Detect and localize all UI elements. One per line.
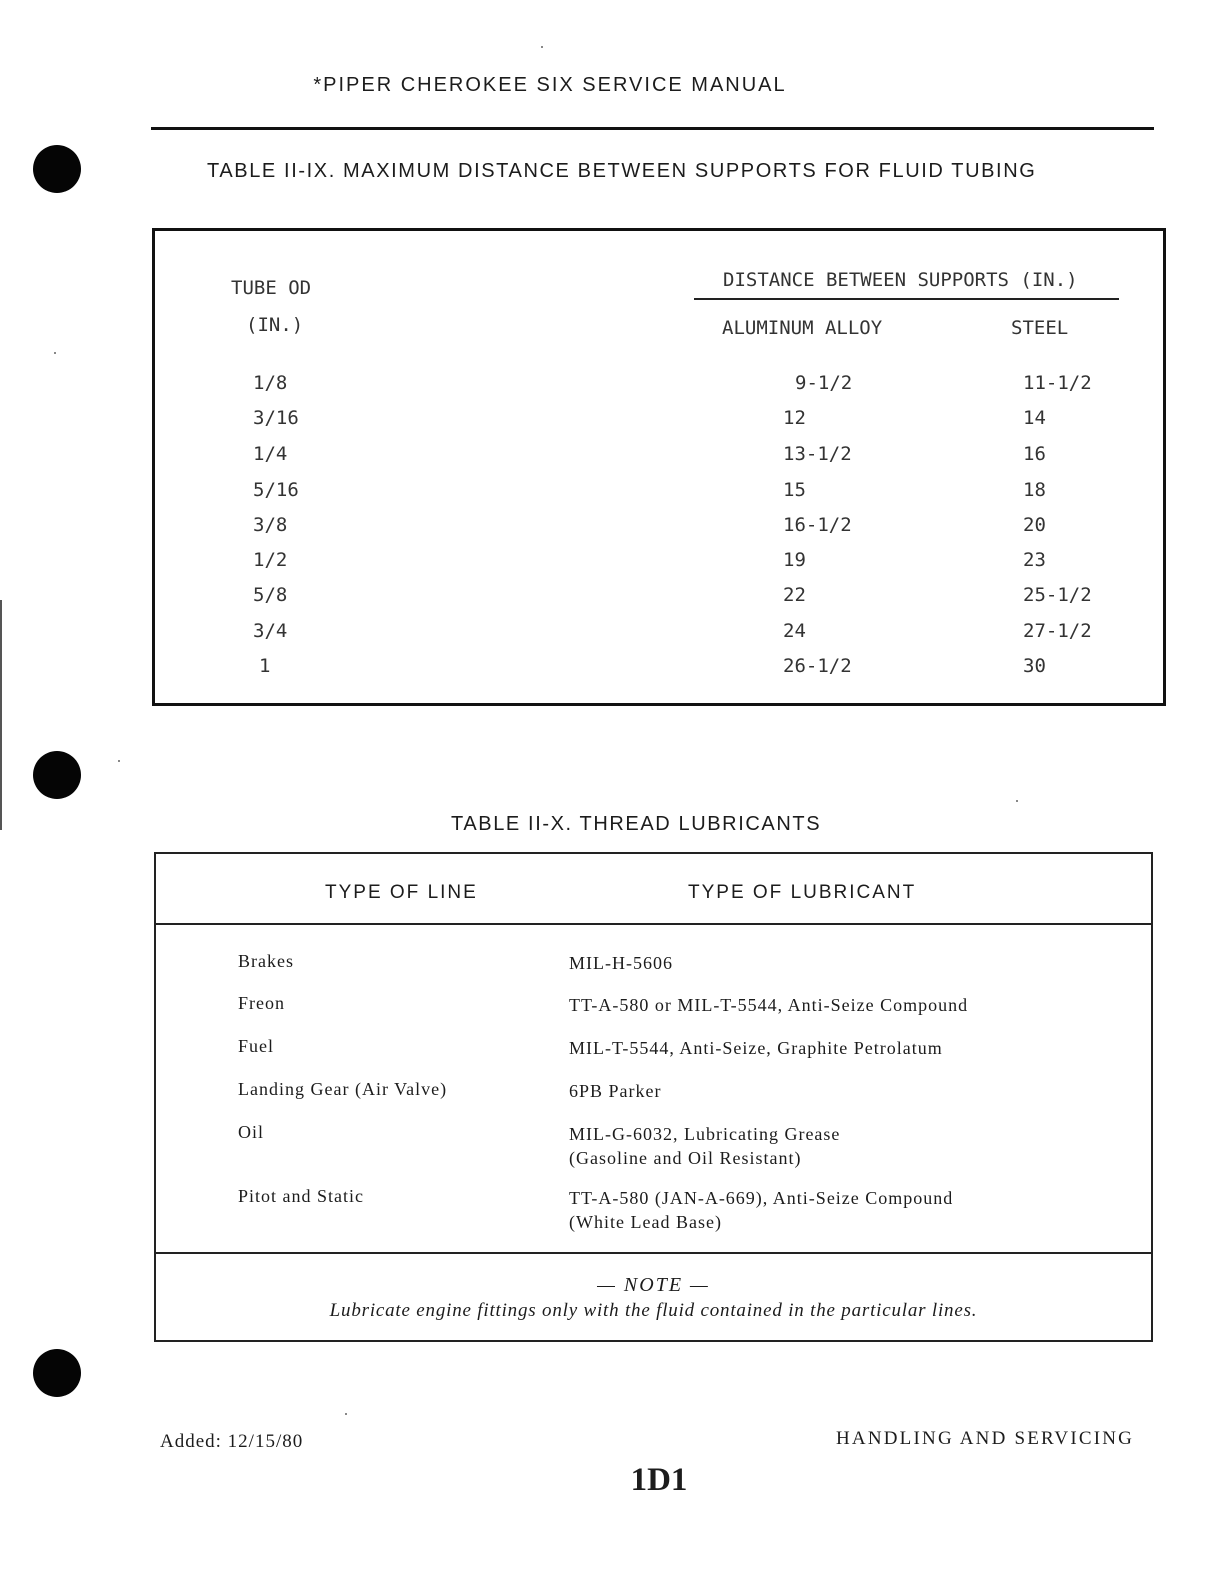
lubricant-cell: MIL-T-5544, Anti-Seize, Graphite Petrolatum <box>569 1038 943 1058</box>
table-fluid-tubing-caption: TABLE II-IX. MAXIMUM DISTANCE BETWEEN SUPPORTS FOR FLUID TUBING <box>207 160 1037 182</box>
steel-cell: 25-1/2 <box>1023 584 1092 606</box>
table-thread-lubricants <box>154 852 1153 1342</box>
scan-speck <box>345 1413 347 1415</box>
table-row <box>155 584 1163 619</box>
lubricant-line-1: MIL-G-6032, Lubricating Grease <box>569 1124 841 1144</box>
tube-od-cell: 5/16 <box>253 479 299 501</box>
type-of-line-header: TYPE OF LINE <box>325 882 478 903</box>
tube-od-cell: 1/4 <box>253 443 288 465</box>
scan-edge-mark <box>0 600 2 830</box>
table-thread-lubricants-caption: TABLE II-X. THREAD LUBRICANTS <box>451 813 822 835</box>
table-row <box>155 372 1163 407</box>
table-fluid-tubing <box>152 228 1166 706</box>
tube-od-header: TUBE OD <box>231 277 312 299</box>
lubricant-cell <box>569 1186 953 1234</box>
section-name: HANDLING AND SERVICING <box>836 1428 1135 1449</box>
tube-od-cell: 1/2 <box>253 549 288 571</box>
line-type-cell: Oil <box>238 1122 265 1142</box>
aluminum-cell: 24 <box>783 620 806 642</box>
scan-speck <box>54 352 56 354</box>
note-text: Lubricate engine fittings only with the fluid contained in the particular lines. <box>329 1300 978 1321</box>
aluminum-cell: 16-1/2 <box>783 514 852 536</box>
line-type-cell: Pitot and Static <box>238 1186 364 1206</box>
tube-od-cell: 1/8 <box>253 372 288 394</box>
distance-header-rule <box>694 298 1119 300</box>
scan-speck <box>541 46 543 48</box>
steel-cell: 18 <box>1023 479 1046 501</box>
tube-od-cell: 3/8 <box>253 514 288 536</box>
steel-cell: 23 <box>1023 549 1046 571</box>
lubricant-cell: 6PB Parker <box>569 1081 662 1101</box>
steel-header: STEEL <box>1011 317 1069 339</box>
tube-od-cell: 1 <box>259 655 271 677</box>
distance-header: DISTANCE BETWEEN SUPPORTS (IN.) <box>723 269 1078 291</box>
table-row <box>155 443 1163 478</box>
tube-od-unit: (IN.) <box>246 314 304 336</box>
lubricant-line-1: TT-A-580 (JAN-A-669), Anti-Seize Compound <box>569 1188 954 1208</box>
steel-cell: 14 <box>1023 407 1046 429</box>
aluminum-cell: 15 <box>783 479 806 501</box>
tube-od-cell: 5/8 <box>253 584 288 606</box>
manual-title: *PIPER CHEROKEE SIX SERVICE MANUAL <box>313 74 787 96</box>
note-title: — NOTE — <box>597 1274 710 1296</box>
line-type-cell: Freon <box>238 993 285 1013</box>
steel-cell: 27-1/2 <box>1023 620 1092 642</box>
note-rule <box>156 1252 1151 1254</box>
scan-speck <box>1016 800 1018 802</box>
lubricant-line-2: (Gasoline and Oil Resistant) <box>569 1148 802 1168</box>
page-number: 1D1 <box>630 1462 688 1498</box>
aluminum-cell: 19 <box>783 549 806 571</box>
tube-od-cell: 3/4 <box>253 620 288 642</box>
aluminum-cell: 22 <box>783 584 806 606</box>
punch-hole-top <box>33 145 81 193</box>
header-rule <box>156 923 1151 925</box>
punch-hole-middle <box>33 751 81 799</box>
lubricant-cell <box>569 1122 840 1170</box>
lubricant-line-2: (White Lead Base) <box>569 1212 722 1232</box>
aluminum-cell: 9-1/2 <box>795 372 853 394</box>
line-type-cell: Landing Gear (Air Valve) <box>238 1079 448 1099</box>
line-type-cell: Brakes <box>238 951 294 971</box>
type-of-lubricant-header: TYPE OF LUBRICANT <box>688 882 917 903</box>
scan-speck <box>118 760 120 762</box>
table-row <box>155 655 1163 690</box>
added-date: Added: 12/15/80 <box>160 1431 304 1452</box>
steel-cell: 11-1/2 <box>1023 372 1092 394</box>
steel-cell: 20 <box>1023 514 1046 536</box>
lubricant-cell: MIL-H-5606 <box>569 953 673 973</box>
aluminum-header: ALUMINUM ALLOY <box>722 317 883 339</box>
tube-od-cell: 3/16 <box>253 407 299 429</box>
header-rule <box>151 127 1154 130</box>
table-row <box>155 620 1163 655</box>
steel-cell: 16 <box>1023 443 1046 465</box>
table-row <box>155 479 1163 514</box>
punch-hole-bottom <box>33 1349 81 1397</box>
table-row <box>155 549 1163 584</box>
aluminum-cell: 26-1/2 <box>783 655 852 677</box>
lubricant-cell: TT-A-580 or MIL-T-5544, Anti-Seize Compound <box>569 995 969 1015</box>
table-row <box>155 407 1163 442</box>
steel-cell: 30 <box>1023 655 1046 677</box>
table-row <box>155 514 1163 549</box>
line-type-cell: Fuel <box>238 1036 275 1056</box>
aluminum-cell: 13-1/2 <box>783 443 852 465</box>
aluminum-cell: 12 <box>783 407 806 429</box>
